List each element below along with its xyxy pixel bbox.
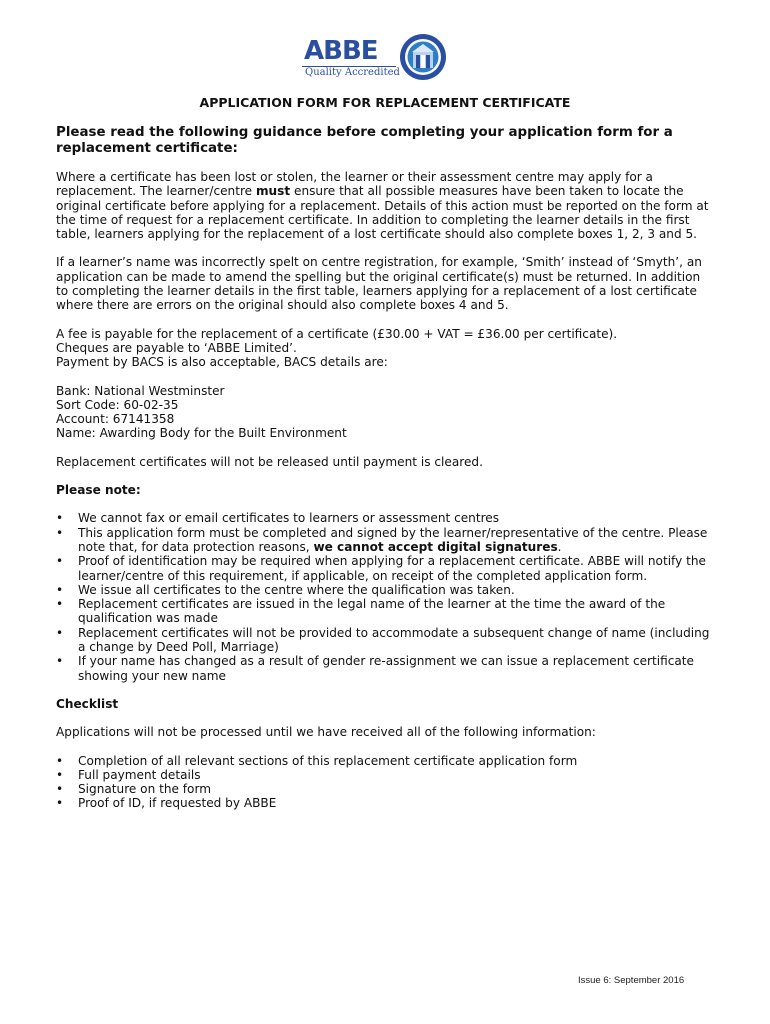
- checklist-list: [56, 754, 716, 811]
- lost-certificate-paragraph: [56, 170, 716, 241]
- bank-name: Bank: National Westminster: [56, 383, 225, 398]
- list-item: • Replacement certificates will not be provided to accommodate a subsequent change of name (including a change by Deed Poll, Marriage): [56, 626, 716, 655]
- list-item: • We cannot fax or email certificates to learners or assessment centres: [56, 511, 716, 525]
- abbe-logo: [300, 32, 450, 82]
- checklist-intro: Applications will not be processed until we have received all of the following information:: [56, 725, 596, 740]
- item2-post: .: [557, 539, 562, 554]
- list-item: • Full payment details: [56, 768, 716, 782]
- page-title: APPLICATION FORM FOR REPLACEMENT CERTIFICATE: [199, 95, 571, 110]
- release-note: Replacement certificates will not be released until payment is cleared.: [56, 454, 483, 469]
- item2-bold: we cannot accept digital signatures: [313, 539, 558, 554]
- bacs-line: Payment by BACS is also acceptable, BACS details are:: [56, 355, 388, 370]
- document-body: [56, 125, 716, 811]
- fee-line: A fee is payable for the replacement of a certificate (£30.00 + VAT = £36.00 per certificate).: [56, 326, 618, 341]
- account-name: Name: Awarding Body for the Built Environment: [56, 426, 347, 441]
- item2-pre: This application form must be completed and signed by the learner/representative of the centre. Please note that, for data protection reasons,: [78, 525, 708, 554]
- logo-subtitle: Quality Accredited: [305, 67, 400, 78]
- para1-post: ensure that all possible measures have been taken to locate the original certificate before applying for a replacement. Details of this action must be reported on the form at the time of request for a replacement certificate. In addition to completing the learner details in the first table, learners applying for the replacement of a lost certificate should also complete boxes 1, 2, 3 and 5.: [56, 184, 709, 242]
- account-number: Account: 67141358: [56, 412, 175, 427]
- list-item: • We issue all certificates to the centre where the qualification was taken.: [56, 583, 716, 597]
- list-item: • If your name has changed as a result of gender re-assignment we can issue a replacement certificate showing your new name: [56, 654, 716, 683]
- list-item: • Proof of ID, if requested by ABBE: [56, 796, 716, 810]
- guidance-heading: Please read the following guidance before completing your application form for a replacement certificate:: [56, 125, 673, 156]
- issue-footer: Issue 6: September 2016: [578, 975, 685, 986]
- list-item: • Completion of all relevant sections of this replacement certificate application form: [56, 754, 716, 768]
- sort-code: Sort Code: 60-02-35: [56, 397, 179, 412]
- spelling-paragraph: If a learner’s name was incorrectly spelt on centre registration, for example, ‘Smith’ instead of ‘Smyth’, an application can be made to amend the spelling but the original certificate(s) must be returned. In addition to completing the learner details in the first table, learners applying for a replacement of a lost certificate where there are errors on the original should also complete boxes 4 and 5.: [56, 255, 702, 313]
- building-emblem-icon: [398, 32, 448, 82]
- cheque-line: Cheques are payable to ‘ABBE Limited’.: [56, 340, 297, 355]
- checklist-heading: Checklist: [56, 696, 119, 711]
- list-item: • Proof of identification may be required when applying for a replacement certificate. ABBE will notify the learner/centre of this requirement, if applicable, on receipt of the completed application form.: [56, 554, 716, 583]
- list-item: • Replacement certificates are issued in the legal name of the learner at the time the award of the qualification was made: [56, 597, 716, 626]
- list-item: • Signature on the form: [56, 782, 716, 796]
- please-note-heading: Please note:: [56, 483, 141, 498]
- para1-bold: must: [255, 184, 291, 199]
- list-item: [56, 526, 716, 555]
- para1-pre: Where a certificate has been lost or stolen, the learner or their assessment centre may apply for a replacement. The learner/centre: [56, 170, 653, 199]
- logo-text: ABBE: [304, 36, 378, 66]
- please-note-list: [56, 511, 716, 683]
